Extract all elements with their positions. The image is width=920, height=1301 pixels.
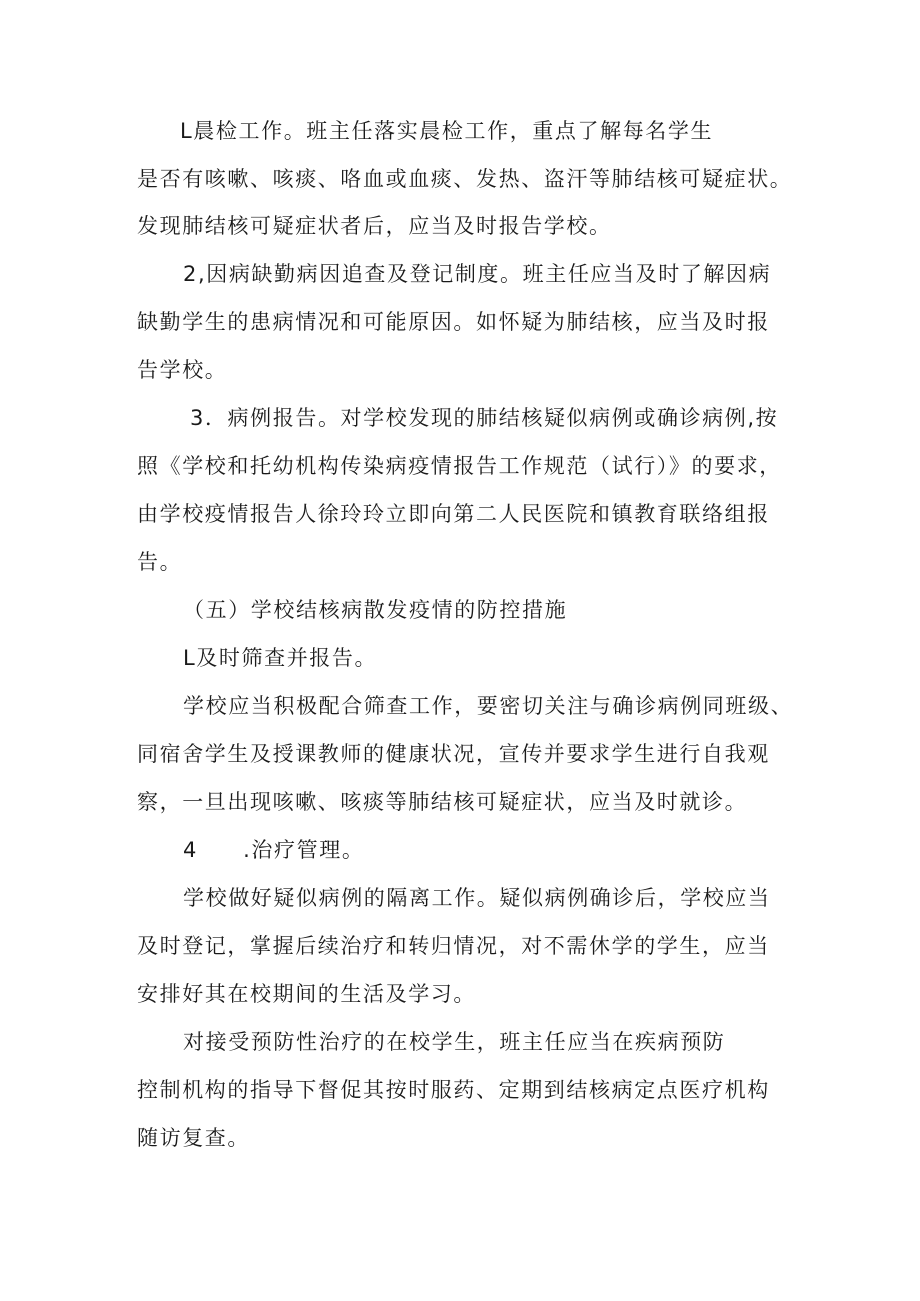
paragraph-line: 及时登记，掌握后续治疗和转归情况，对不需休学的学生，应当 xyxy=(137,934,770,958)
paragraph-line: 同宿舍学生及授课教师的健康状况，宣传并要求学生进行自我观 xyxy=(137,742,770,766)
paragraph-line: 2,因病缺勤病因追查及登记制度。班主任应当及时了解因病 xyxy=(183,262,772,286)
paragraph-line: 发现肺结核可疑症状者后，应当及时报告学校。 xyxy=(137,214,612,238)
paragraph-line: 缺勤学生的患病情况和可能原因。如怀疑为肺结核，应当及时报 xyxy=(137,310,770,334)
paragraph-line: 4 .治疗管理。 xyxy=(183,838,365,862)
paragraph-line: 告。 xyxy=(137,550,183,574)
paragraph-line: 安排好其在校期间的生活及学习。 xyxy=(137,982,476,1006)
paragraph-line: 对接受预防性治疗的在校学生，班主任应当在疾病预防 xyxy=(183,1030,726,1054)
section-heading: （五）学校结核病散发疫情的防控措施 xyxy=(183,598,568,622)
paragraph-line: L晨检工作。班主任落实晨检工作，重点了解每名学生 xyxy=(180,119,714,143)
paragraph-line: 察，一旦出现咳嗽、咳痰等肺结核可疑症状，应当及时就诊。 xyxy=(137,790,748,814)
paragraph-line: 控制机构的指导下督促其按时服药、定期到结核病定点医疗机构 xyxy=(137,1078,770,1102)
paragraph-line: 学校做好疑似病例的隔离工作。疑似病例确诊后，学校应当 xyxy=(183,886,771,910)
paragraph-line: 3．病例报告。对学校发现的肺结核疑似病例或确诊病例,按 xyxy=(190,406,779,430)
paragraph-line: 由学校疫情报告人徐玲玲立即向第二人民医院和镇教育联络组报 xyxy=(137,502,770,526)
paragraph-line: 照《学校和托幼机构传染病疫情报告工作规范（试行）》的要求， xyxy=(137,454,782,478)
paragraph-line: 学校应当积极配合筛查工作，要密切关注与确诊病例同班级、 xyxy=(183,694,794,718)
paragraph-line: 随访复查。 xyxy=(137,1126,250,1150)
paragraph-line: 是否有咳嗽、咳痰、咯血或血痰、发热、盗汗等肺结核可疑症状。 xyxy=(137,167,793,191)
paragraph-line: L及时筛查并报告。 xyxy=(183,646,378,670)
paragraph-line: 告学校。 xyxy=(137,358,228,382)
